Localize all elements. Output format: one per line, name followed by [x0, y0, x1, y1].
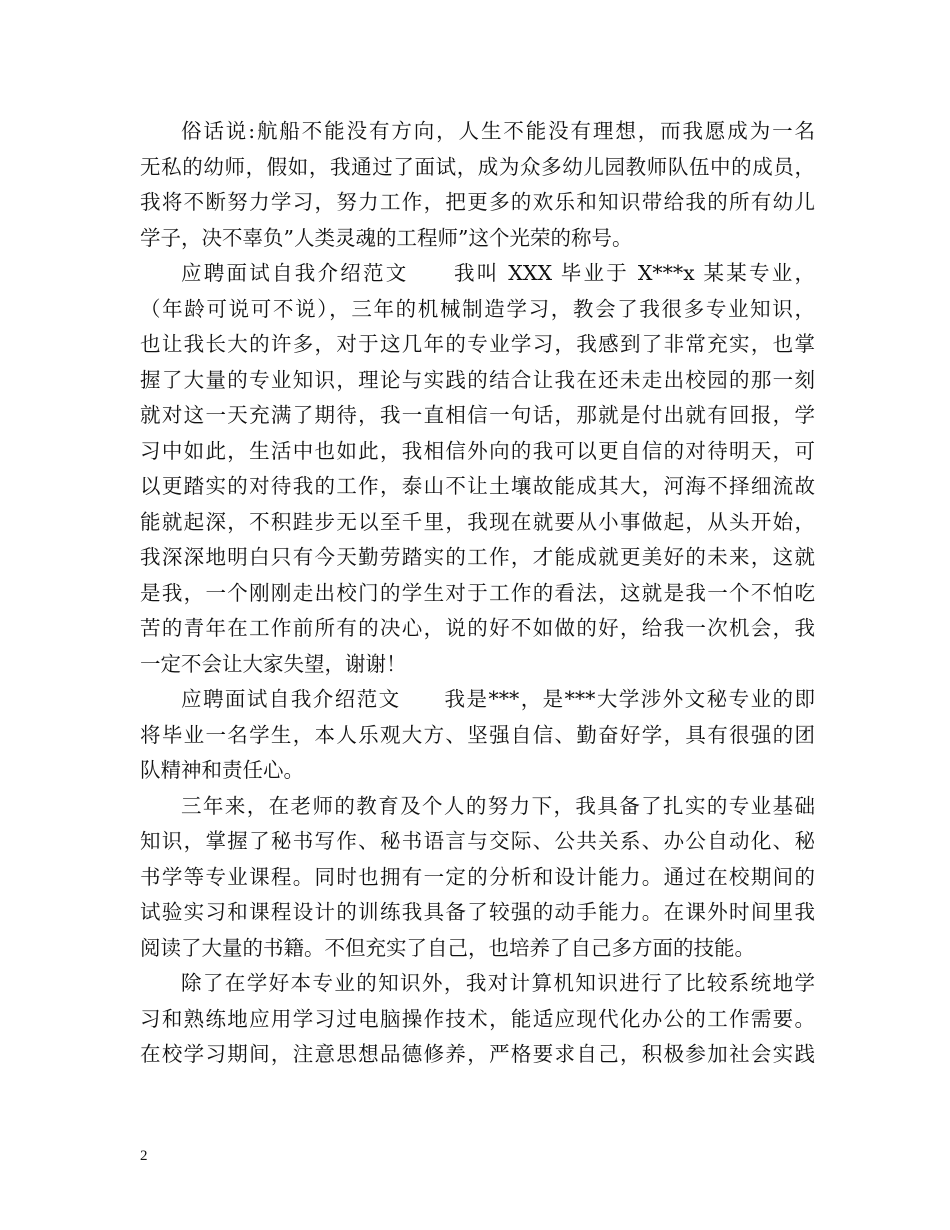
paragraph-computer-skills [140, 966, 815, 1073]
text-line: 习中如此，生活中也如此，我相信外向的我可以更自信的对待明天，可 [140, 438, 815, 463]
text-line: 除了在学好本专业的知识外，我对计算机知识进行了比较系统地学 [181, 971, 815, 995]
text-line: 在校学习期间，注意思想品德修养，严格要求自己，积极参加社会实践 [140, 1042, 815, 1066]
text-line: 无私的幼师，假如，我通过了面试，成为众多幼儿园教师队伍中的成员， [140, 154, 815, 179]
text-line: 应聘面试自我介绍范文 我是***，是***大学涉外文秘专业的即 [181, 687, 815, 711]
page-number: 2 [140, 1148, 148, 1164]
text-line: 以更踏实的对待我的工作，泰山不让土壤故能成其大，河海不择细流故 [140, 474, 815, 498]
text-line: （年龄可说可不说），三年的机械制造学习，教会了我很多专业知识， [140, 296, 815, 321]
document-body [140, 114, 815, 1073]
text-line: 习和熟练地应用学习过电脑操作技术，能适应现代化办公的工作需要。 [140, 1006, 815, 1031]
text-line: 学子，决不辜负”人类灵魂的工程师”这个光荣的称号。 [140, 225, 633, 250]
paragraph-intro-sample-2 [140, 682, 815, 789]
text-line: 一定不会让大家失望，谢谢！ [140, 651, 407, 676]
text-line: 书学等专业课程。同时也拥有一定的分析和设计能力。通过在校期间的 [140, 864, 815, 889]
text-line: 就对这一天充满了期待，我一直相信一句话，那就是付出就有回报，学 [140, 403, 815, 427]
text-line: 俗话说:航船不能没有方向，人生不能没有理想，而我愿成为一名 [181, 119, 815, 143]
paragraph-three-years [140, 789, 815, 967]
text-line: 将毕业一名学生，本人乐观大方、坚强自信、勤奋好学，具有很强的团 [140, 722, 815, 747]
text-line: 苦的青年在工作前所有的决心，说的好不如做的好，给我一次机会，我 [140, 616, 815, 640]
text-line: 阅读了大量的书籍。不但充实了自己，也培养了自己多方面的技能。 [140, 935, 755, 960]
paragraph-intro-sample-1 [140, 256, 815, 682]
text-line: 三年来，在老师的教育及个人的努力下，我具备了扎实的专业基础 [181, 793, 815, 818]
text-line: 试验实习和课程设计的训练我具备了较强的动手能力。在课外时间里我 [140, 900, 815, 924]
text-line: 应聘面试自我介绍范文 我叫 XXX 毕业于 X***x 某某专业， [181, 261, 815, 285]
text-line: 我深深地明白只有今天勤劳踏实的工作，才能成就更美好的未来，这就 [140, 545, 815, 569]
text-line: 队精神和责任心。 [140, 758, 304, 782]
paragraph-aspiration [140, 114, 815, 256]
text-line: 是我，一个刚刚走出校门的学生对于工作的看法，这就是我一个不怕吃 [140, 580, 815, 605]
text-line: 我将不断努力学习，努力工作，把更多的欢乐和知识带给我的所有幼儿 [140, 190, 815, 214]
text-line: 握了大量的专业知识，理论与实践的结合让我在还未走出校园的那一刻 [140, 367, 815, 392]
text-line: 也让我长大的许多，对于这几年的专业学习，我感到了非常充实，也掌 [140, 332, 815, 356]
text-line: 能就起深，不积跬步无以至千里，我现在就要从小事做起，从头开始， [140, 509, 815, 534]
text-line: 知识，掌握了秘书写作、秘书语言与交际、公共关系、办公自动化、秘 [140, 829, 815, 853]
